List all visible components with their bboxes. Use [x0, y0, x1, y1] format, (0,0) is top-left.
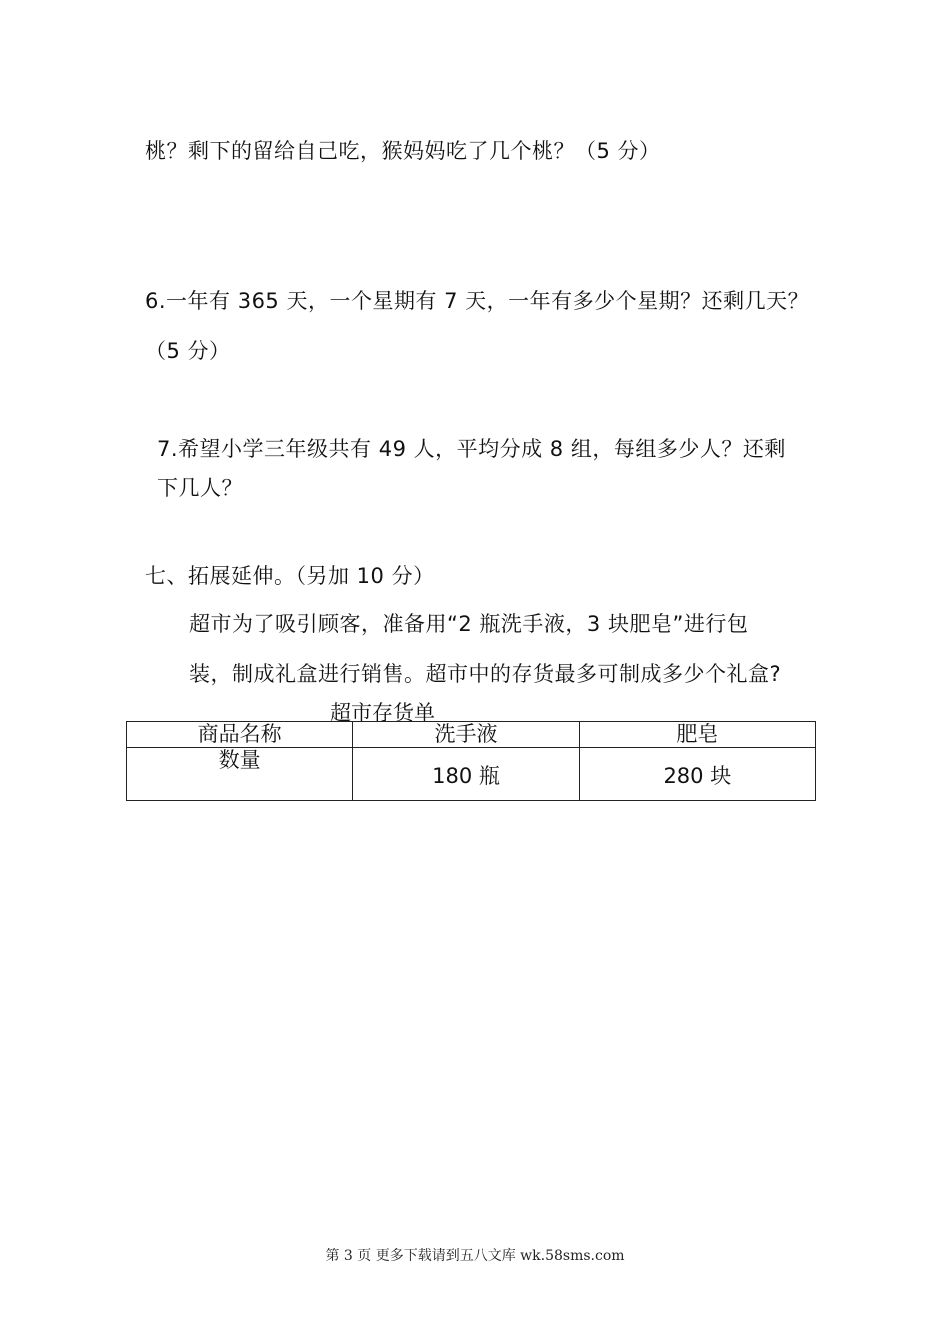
table-caption: 超市存货单 [330, 701, 435, 725]
inventory-table [126, 721, 816, 801]
page-footer: 第 3 页 更多下载请到五八文库 wk.58sms.com [325, 1248, 625, 1264]
hand-soap-quantity: 180 瓶 [353, 748, 579, 801]
table-header-row [127, 722, 816, 748]
question-5-continuation: 桃？剩下的留给自己吃，猴妈妈吃了几个桃？（5 分） [145, 139, 661, 163]
row-label-quantity: 数量 [127, 748, 353, 801]
question-6-line-1: 6.一年有 365 天，一个星期有 7 天，一年有多少个星期？还剩几天？ [145, 289, 810, 313]
section-7-heading: 七、拓展延伸。（另加 10 分） [145, 564, 435, 588]
soap-quantity: 280 块 [579, 748, 815, 801]
header-hand-soap: 洗手液 [353, 722, 579, 748]
question-7-line-2: 下几人？ [157, 476, 243, 500]
question-7-line-1: 7.希望小学三年级共有 49 人，平均分成 8 组，每组多少人？还剩 [157, 437, 786, 461]
section-7-problem-line-2: 装，制成礼盒进行销售。超市中的存货最多可制成多少个礼盒? [189, 662, 782, 686]
question-6-line-2: （5 分） [145, 339, 231, 363]
table-row [127, 748, 816, 801]
header-product-name: 商品名称 [127, 722, 353, 748]
header-soap: 肥皂 [579, 722, 815, 748]
section-7-problem-line-1: 超市为了吸引顾客，准备用“2 瓶洗手液，3 块肥皂”进行包 [189, 612, 749, 636]
